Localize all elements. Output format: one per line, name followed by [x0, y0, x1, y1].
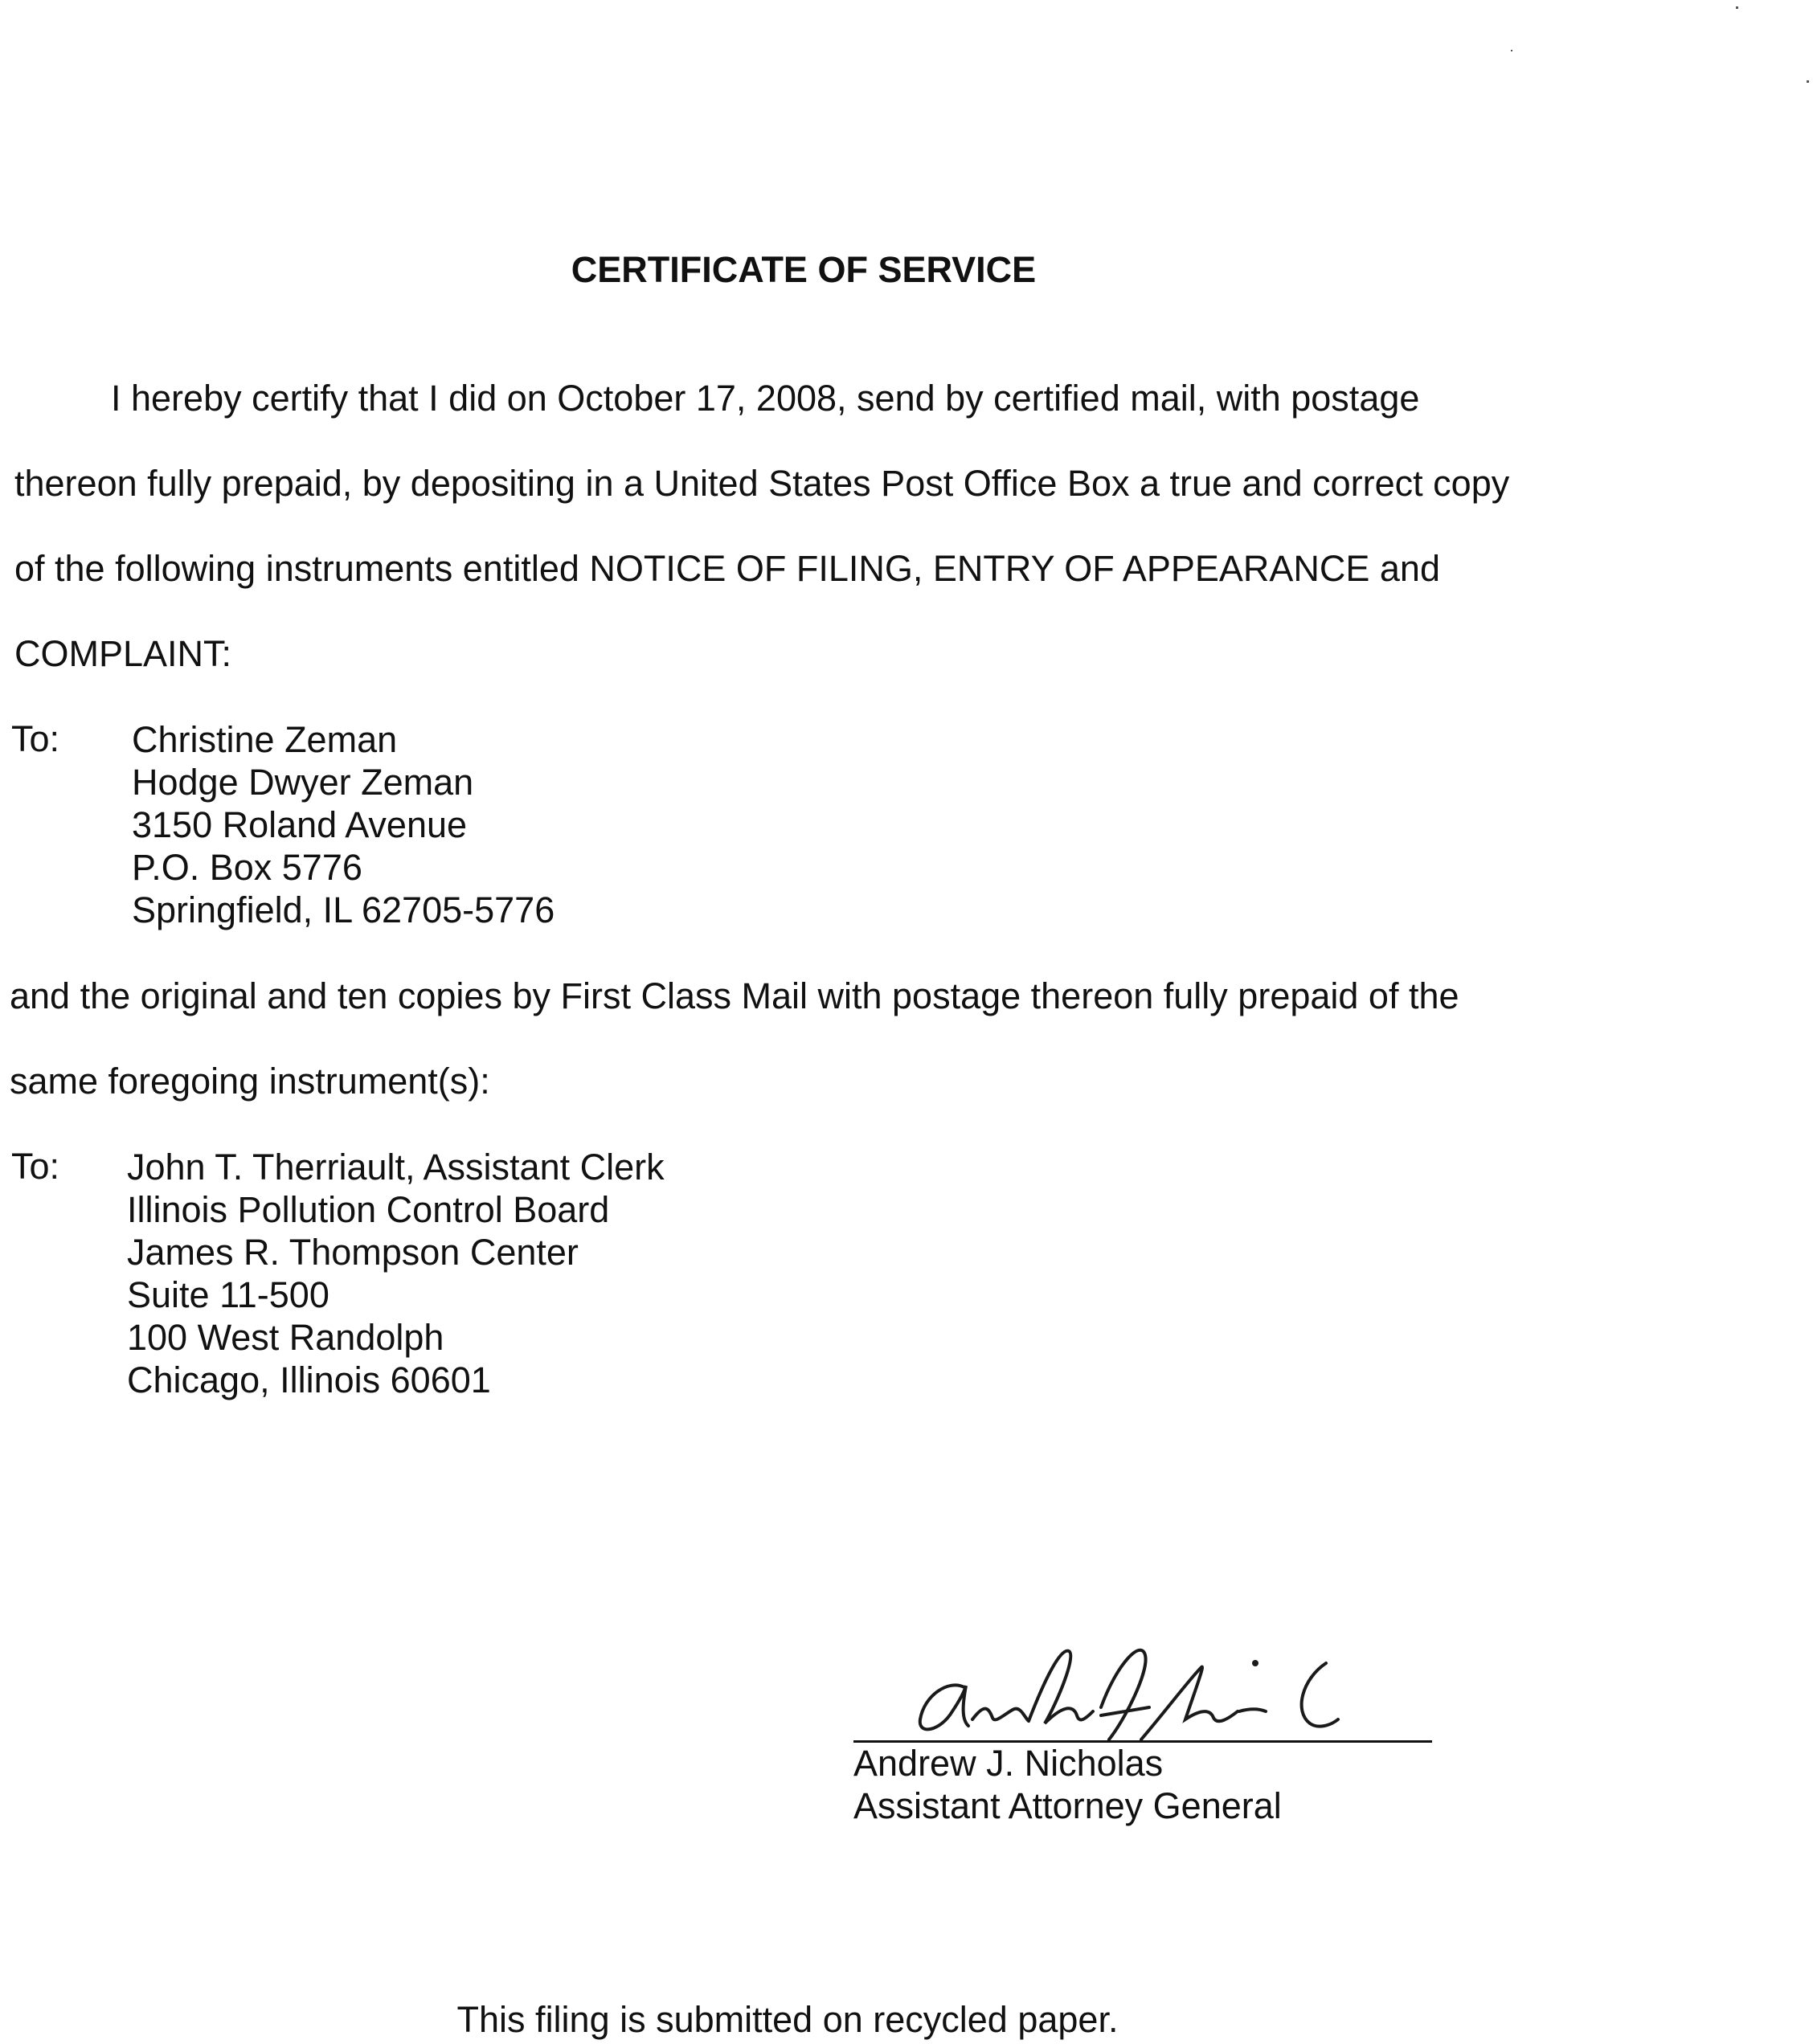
body-line-4: COMPLAINT: — [14, 633, 232, 674]
recipient-1-address — [132, 718, 555, 931]
scan-speck — [1511, 50, 1512, 51]
body-line-2: thereon fully prepaid, by depositing in a United States Post Office Box a true and correct copy — [14, 463, 1510, 504]
body-line-6: same foregoing instrument(s): — [10, 1061, 490, 1102]
body-line-5: and the original and ten copies by First Class Mail with postage thereon fully prepaid of the — [10, 975, 1459, 1016]
body-line-1: I hereby certify that I did on October 17, 2008, send by certified mail, with postage — [111, 378, 1420, 419]
address-line: James R. Thompson Center — [127, 1232, 579, 1273]
address-line: Springfield, IL 62705-5776 — [132, 889, 555, 930]
signatory-name: Andrew J. Nicholas — [853, 1743, 1164, 1784]
signatory-title: Assistant Attorney General — [853, 1785, 1282, 1826]
address-line: Suite 11-500 — [127, 1274, 329, 1315]
document-title: CERTIFICATE OF SERVICE — [571, 249, 1037, 290]
recipient-2-address — [127, 1146, 665, 1401]
scan-speck — [1807, 80, 1809, 83]
footer-note: This filing is submitted on recycled paper. — [456, 1999, 1119, 2040]
address-line: Christine Zeman — [132, 719, 398, 760]
address-line: 100 West Randolph — [127, 1317, 444, 1358]
address-line: P.O. Box 5776 — [132, 847, 362, 888]
recipient-2-label: To: — [11, 1146, 60, 1187]
address-line: Hodge Dwyer Zeman — [132, 762, 474, 803]
scan-speck — [1736, 6, 1738, 9]
body-line-3: of the following instruments entitled NOTICE OF FILING, ENTRY OF APPEARANCE and — [14, 548, 1440, 589]
address-line: Chicago, Illinois 60601 — [127, 1359, 491, 1400]
address-line: 3150 Roland Avenue — [132, 804, 468, 845]
address-line: Illinois Pollution Control Board — [127, 1189, 610, 1230]
address-line: John T. Therriault, Assistant Clerk — [127, 1147, 665, 1188]
recipient-1-label: To: — [11, 718, 60, 759]
handwritten-signature — [908, 1631, 1358, 1744]
signature-block — [853, 1742, 1282, 1827]
